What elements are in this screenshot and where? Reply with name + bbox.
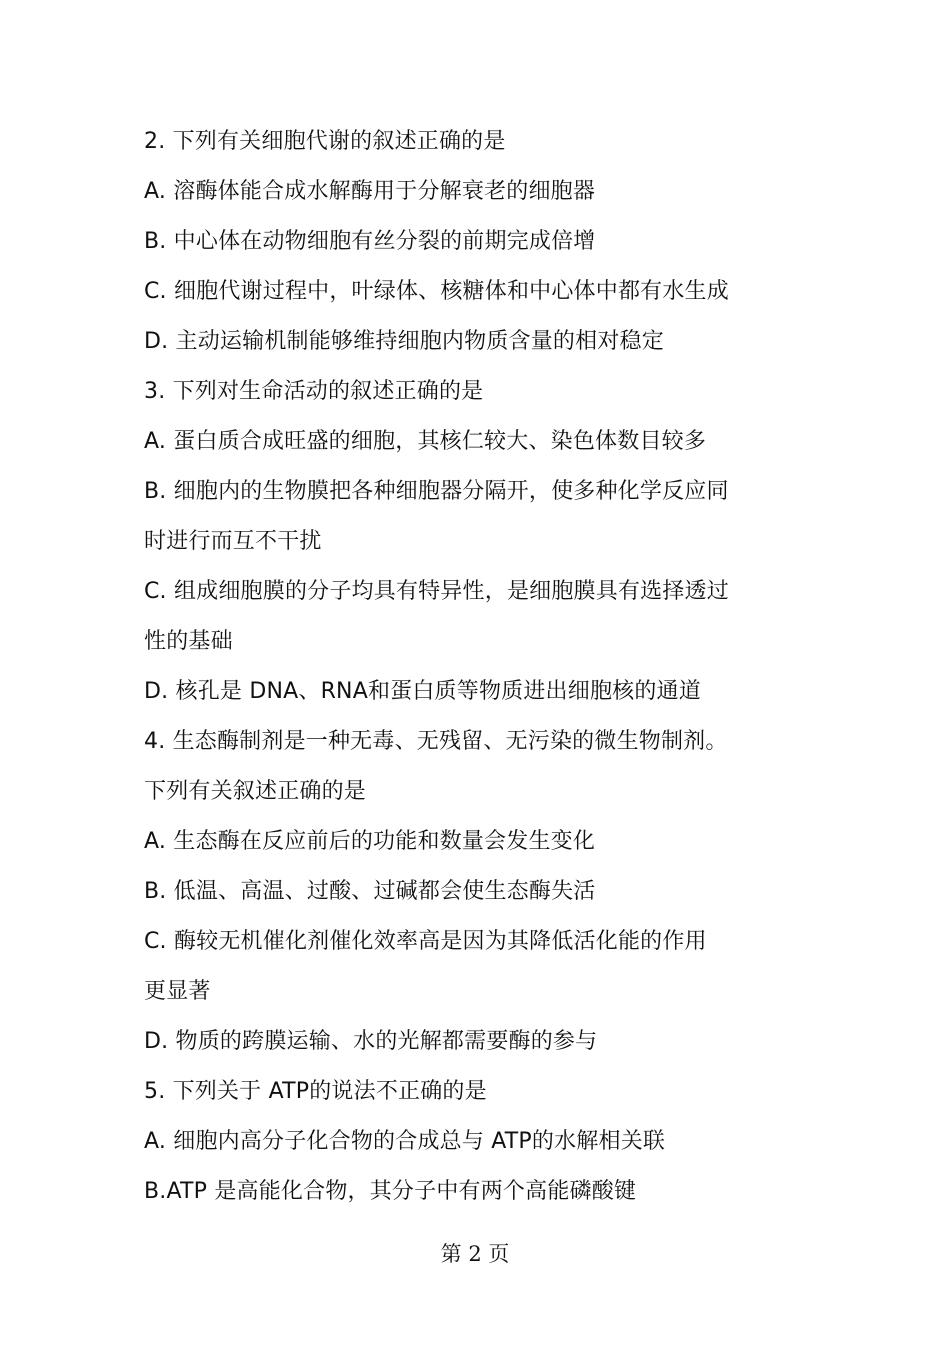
question-4-option-a: A. 生态酶在反应前后的功能和数量会发生变化: [144, 829, 596, 854]
question-3-stem: 3. 下列对生命活动的叙述正确的是: [144, 379, 484, 404]
question-4-stem-cont: 下列有关叙述正确的是: [144, 779, 367, 804]
question-3-option-c-cont: 性的基础: [144, 629, 233, 654]
question-4-option-b: B. 低温、高温、过酸、过碱都会使生态酶失活: [144, 879, 596, 904]
question-4-stem: 4. 生态酶制剂是一种无毒、无残留、无污染的微生物制剂。: [144, 729, 728, 754]
question-4-option-d: D. 物质的跨膜运输、水的光解都需要酶的参与: [144, 1029, 598, 1054]
question-5-stem: 5. 下列关于 ATP的说法不正确的是: [144, 1079, 487, 1104]
page-number: 第 2 页: [440, 1242, 510, 1266]
question-3-option-c: C. 组成细胞膜的分子均具有特异性，是细胞膜具有选择透过: [144, 579, 729, 604]
question-4-option-c: C. 酶较无机催化剂催化效率高是因为其降低活化能的作用: [144, 929, 707, 954]
question-3-option-d: D. 核孔是 DNA、RNA和蛋白质等物质进出细胞核的通道: [144, 679, 701, 704]
question-3-option-b: B. 细胞内的生物膜把各种细胞器分隔开，使多种化学反应同: [144, 479, 729, 504]
question-2-option-c: C. 细胞代谢过程中，叶绿体、核糖体和中心体中都有水生成: [144, 279, 729, 304]
question-5-option-b: B.ATP 是高能化合物，其分子中有两个高能磷酸键: [144, 1179, 637, 1204]
question-5-option-a: A. 细胞内高分子化合物的合成总与 ATP的水解相关联: [144, 1129, 666, 1154]
question-2-option-d: D. 主动运输机制能够维持细胞内物质含量的相对稳定: [144, 329, 664, 354]
question-3-option-a: A. 蛋白质合成旺盛的细胞，其核仁较大、染色体数目较多: [144, 429, 707, 454]
question-2-option-a: A. 溶酶体能合成水解酶用于分解衰老的细胞器: [144, 179, 596, 204]
question-4-option-c-cont: 更显著: [144, 979, 211, 1004]
question-3-option-b-cont: 时进行而互不干扰: [144, 529, 322, 554]
question-2-option-b: B. 中心体在动物细胞有丝分裂的前期完成倍增: [144, 229, 596, 254]
question-2-stem: 2. 下列有关细胞代谢的叙述正确的是: [144, 129, 506, 154]
